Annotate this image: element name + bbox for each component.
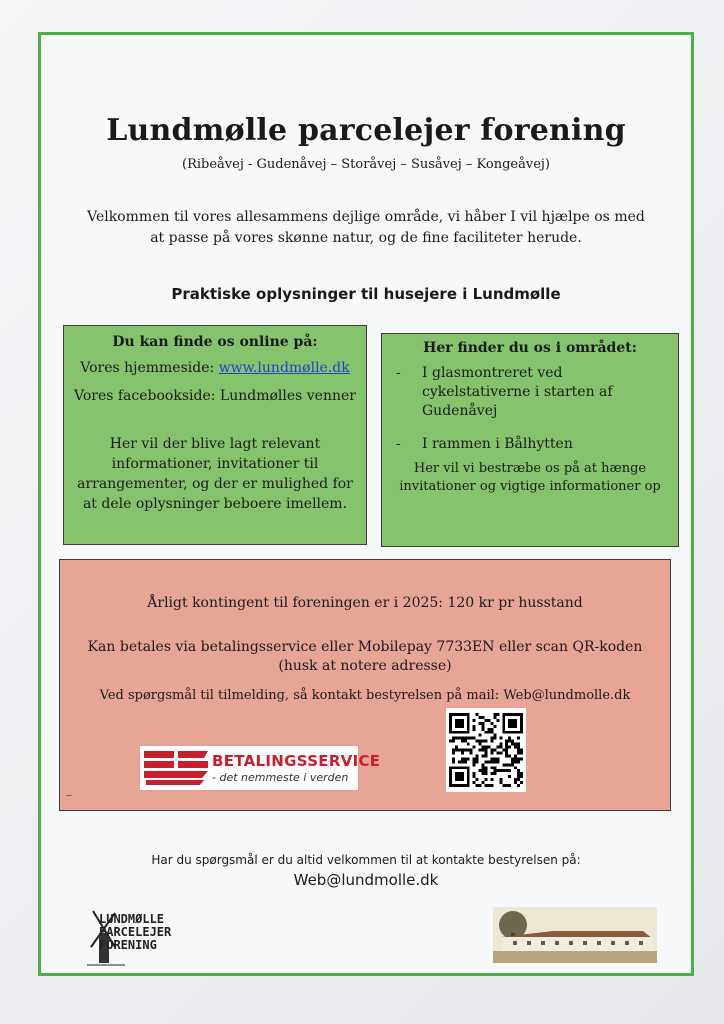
association-logo xyxy=(85,907,225,967)
welcome-text: Velkommen til vores allesammens dejlige område, vi håber I vil hjælpe os med at passe på vores skønne natur, og de fine faciliteter herude. xyxy=(87,209,645,246)
website-label: Vores hjemmeside: xyxy=(80,360,215,376)
area-box-heading: Her finder du os i området: xyxy=(423,340,637,356)
bullet-dash: - xyxy=(396,436,401,452)
betalingsservice-mark-icon xyxy=(144,748,210,788)
online-box-heading: Du kan finde os online på: xyxy=(112,334,318,350)
qr-code-icon[interactable] xyxy=(446,708,526,792)
logo-line-3: FORENING xyxy=(99,938,157,952)
betalingsservice-logo xyxy=(140,746,381,790)
street-list: (Ribeåvej - Gudenåvej – Storåvej – Susåvej – Kongeåvej) xyxy=(182,157,550,172)
section-heading: Praktiske oplysninger til husejere i Lundmølle xyxy=(171,285,561,303)
questions-text: Ved spørgsmål til tilmelding, så kontakt bestyrelsen på mail: Web@lundmolle.dk xyxy=(99,688,631,703)
facebook-line: Vores facebookside: Lundmølles venner xyxy=(74,388,356,404)
payment-box xyxy=(59,559,671,811)
betalingsservice-tagline: - det nemmeste i verden xyxy=(212,771,349,784)
bullet-text-1: I glasmontreret ved cykelstativerne i starten af Gudenåvej xyxy=(422,365,613,419)
area-info-box xyxy=(381,333,679,547)
area-box-paragraph: Her vil vi bestræbe os på at hænge invitationer og vigtige informationer op xyxy=(399,461,661,494)
logo-line-2: PARCELEJER xyxy=(99,925,172,939)
fee-text: Årligt kontingent til foreningen er i 2025: 120 kr pr husstand xyxy=(147,595,583,611)
contact-email[interactable]: Web@lundmolle.dk xyxy=(293,871,439,889)
page-title: Lundmølle parcelejer forening xyxy=(106,113,626,148)
list-item xyxy=(392,364,668,421)
contact-text: Har du spørgsmål er du altid velkommen til at kontakte bestyrelsen på: xyxy=(151,853,581,867)
farmhouse-photo xyxy=(493,907,657,963)
bullet-text-2: I rammen i Bålhytten xyxy=(422,436,573,452)
logo-line-1: LUNDMØLLE xyxy=(99,912,165,926)
bullet-dash: - xyxy=(396,365,401,381)
website-line xyxy=(72,358,358,378)
list-item xyxy=(392,435,668,454)
website-link[interactable]: www.lundmølle.dk xyxy=(218,360,350,376)
payment-methods-text: Kan betales via betalingsservice eller Mobilepay 7733EN eller scan QR-koden (husk at notere adresse) xyxy=(87,639,643,674)
stray-dash: – xyxy=(66,788,72,802)
online-box-paragraph: Her vil der blive lagt relevant informationer, invitationer til arrangementer, og der er mulighed for at dele oplysninger beboere imellem. xyxy=(77,436,353,512)
betalingsservice-title: BETALINGSSERVICE xyxy=(212,752,381,770)
flyer-sheet xyxy=(38,32,694,976)
online-info-box xyxy=(63,325,367,545)
